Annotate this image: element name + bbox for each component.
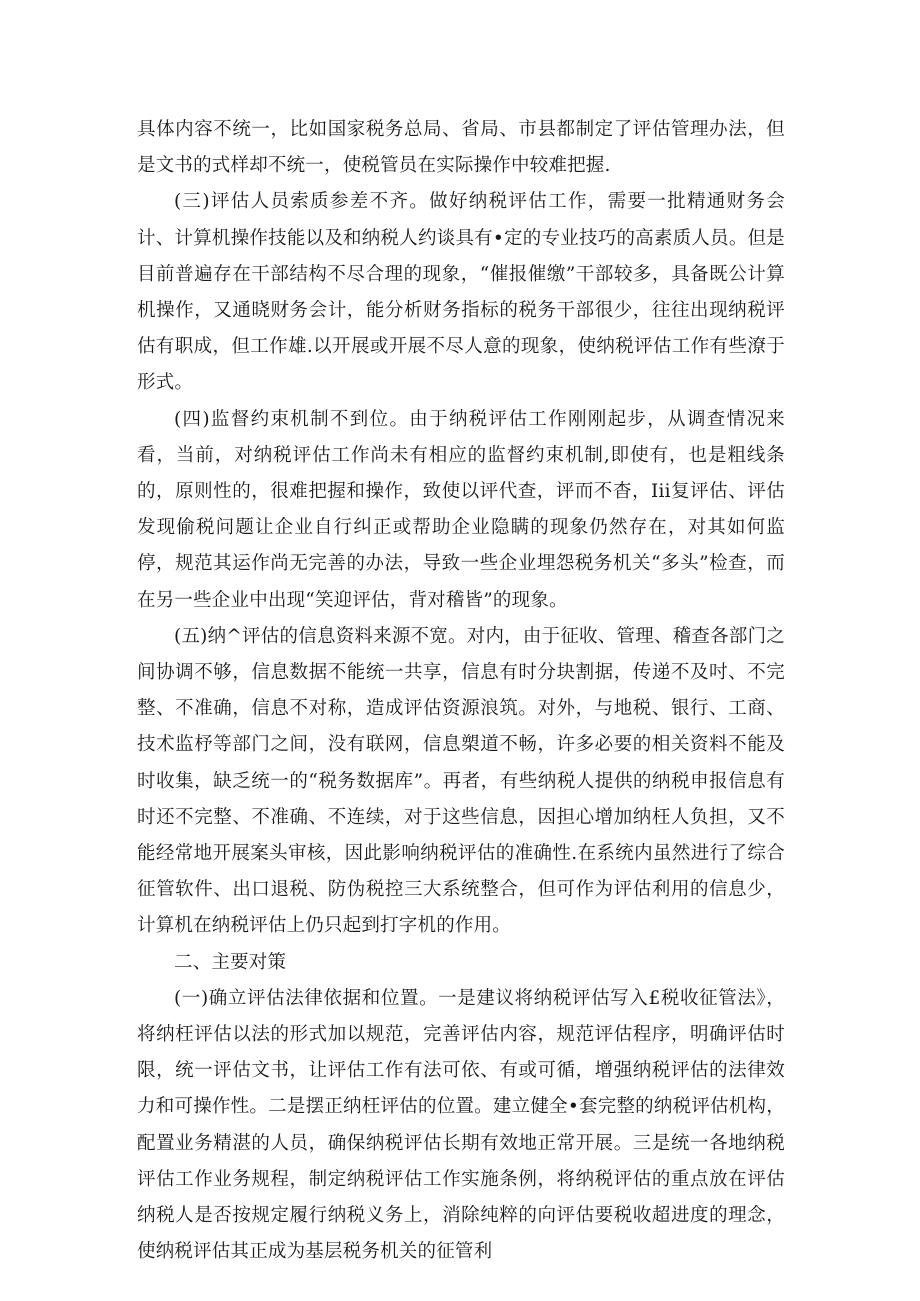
paragraph-continuation: 具体内容不统一，比如国家税务总局、省局、市县都制定了评估管理办法，但是文书的式样却不统一，使税管员在实际操作中较难把握. xyxy=(137,119,785,177)
paragraph-supervision: (四)监督约束机制不到位。由于纳税评估工作刚刚起步，从调查情况来看，当前，对纳税评估工作尚未有相应的监督约束机制,即使有，也是粗线条的，原则性的，很难把握和操作，致使以评代查，评而不杳，Iii复评估、评估发现偷税问题让企业自行纠正或帮助企业隐瞒的现象仍然存在，对其如何监停，规范其运作尚无完善的办法，导致一些企业埋怨税务机关“多头”检查，而在另一些企业中出现“笑迎评估，背对稽皆”的现象。 xyxy=(137,408,785,611)
section-heading-countermeasures: 二、主要对策 xyxy=(174,951,287,973)
document-body xyxy=(137,112,785,1271)
paragraph-information-sources: (五)纳^评估的信息资料来源不宽。对内，由于征收、管理、稽查各部门之间协调不够，信息数据不能统一共享，信息有时分块割据，传递不及吋、不完整、不准确，信息不对称，造成评估资源浪筑。对外，与地税、银行、工商、技术监杼等部门之间，没有联网，信息槊道不畅，许多必要的相关资料不能及时收集，缺乏统一的“税务数据库”。再者，有些纳税人提供的纳税申报信息有时还不完整、不准确、不连续，对于这些信息，因担心增加纳枉人负担，又不能经常地开展案头审核，因此影响纳税评估的准确性.在系统内虽然进行了综合征管软件、出口退税、防伪税控三大系统整合，但可作为评估利用的信息少，计算机在纳税评估上仍只起到打字机的作用。 xyxy=(137,625,785,937)
paragraph-legal-basis: (一)确立评估法律依据和位置。一是建议将纳税评估写入£税收征管法》，将纳枉评估以法的形式加以规范，完善评估内容，规范评估程序，明确评估时限，统一评估文书，让评估工作有法可依、有或可循，增强纳税评估的法律效力和可操作性。二是摆正纳枉评估的位置。建立健全•套完整的纳税评估机构，配置业务精湛的人员，确保纳税评估长期有效地正常开展。三是统一各地纳税评估工作业务规程，制定纳税评估工作实施条例，将纳税评估的重点放在评估纳税人是否按规定履行纳税义务上，消除纯粹的向评估要税收超进度的理念，使纳税评估其正成为基层税务机关的征管利 xyxy=(137,987,785,1263)
paragraph-staff-quality: (三)评估人员索质参差不齐。做好纳税评估工作，需要一批精通财务会计、计算机操作技能以及和纳税人约谈具有•定的专业技巧的高素质人员。但是目前普遍存在干部结构不尽合理的现象，“催报催缴”干部较多，具备既公计算机操作，又通晓财务会计，能分析财务指标的税务干部很少，往往出现纳税评估有职成，但工作雄.以开展或开展不尽人意的现象，使纳税评估工作有些潦于形式。 xyxy=(137,191,785,394)
